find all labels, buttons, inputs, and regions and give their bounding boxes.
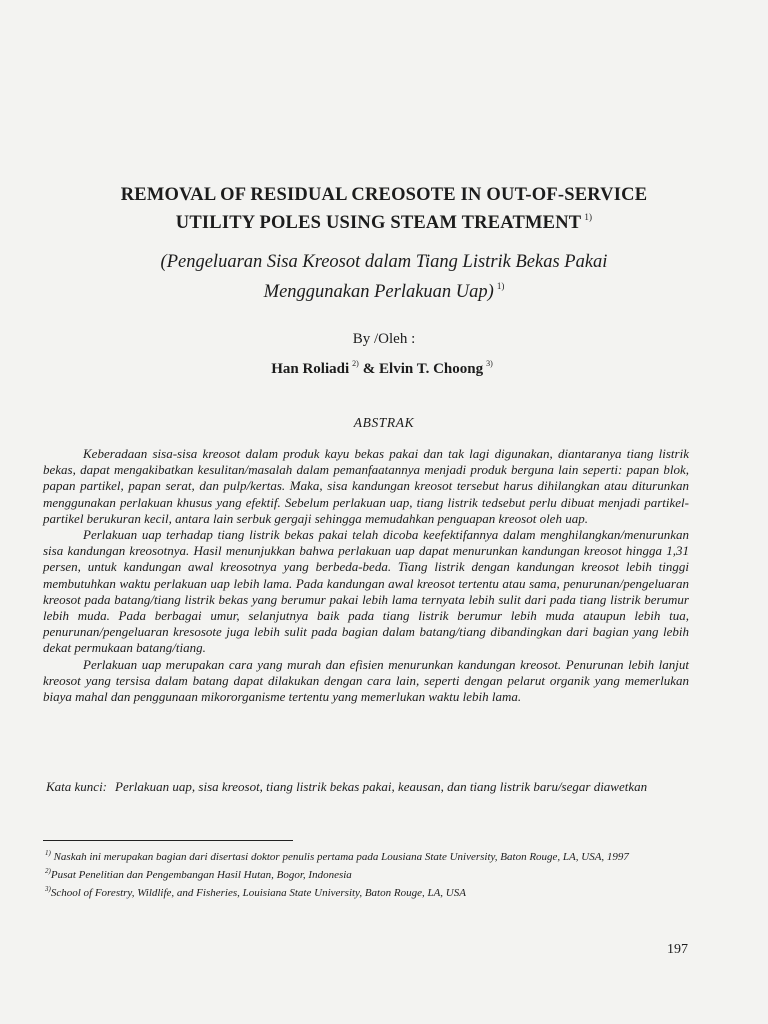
abstract-paragraph: Keberadaan sisa-sisa kreosot dalam produk kayu bekas pakai dan tak lagi digunakan, diantaranya tiang listrik bekas, dapat mengakibatkan kesulitan/masalah dalam pemanfaatannya menjadi produk berguna lain seperti: papan blok, papan partikel, papan serat, dan pulp/kertas. Maka, sisa kandungan kreosot tersebut harus dihilangkan atau diturunkan menggunakan perlakuan khusus yang efektif. Sebelum perlakuan uap, tiang listrik tedsebut perlu dibuat menjadi partikel-partikel berukuran kecil, antara lain serbuk gergaji sehingga memudahkan penguapan kreosot oleh uap. [43,446,689,526]
author-name: Elvin T. Choong [379,361,484,377]
title-line-2-text: UTILITY POLES USING STEAM TREATMENT [175,213,582,233]
subtitle-footnote-marker: 1) [496,281,505,291]
footnote-marker: 3) [45,885,51,893]
abstract-body [43,446,689,705]
author-affiliation-marker: 2) [352,359,359,368]
title-line-2 [40,206,728,234]
paper-title [40,184,728,234]
author-separator: & [362,361,376,377]
keywords-label: Kata kunci: [46,779,108,794]
footnote-text: School of Forestry, Wildlife, and Fisheries, Louisiana State University, Baton Rouge, LA, USA [50,887,466,899]
subtitle-line-2 [40,274,728,304]
page-number: 197 [667,942,688,957]
abstract-paragraph: Perlakuan uap merupakan cara yang murah dan efisien menurunkan kandungan kreosot. Penurunan lebih lanjut kreosot yang tersisa dalam batang dapat dilakukan dengan cara lain, seperti dengan pelarut organik yang memerlukan biaya mahal dan penggunaan mikororganisme tertentu yang memerlukan waktu lebih lama. [43,656,689,705]
author-list [0,359,768,378]
footnote [45,864,695,882]
footnote [45,882,695,900]
footnote-text: Pusat Penelitian dan Pengembangan Hasil Hutan, Bogor, Indonesia [50,869,352,881]
footnote-marker: 2) [45,867,51,875]
footnote-divider [43,840,293,841]
footnote [45,846,695,864]
title-line-1: REMOVAL OF RESIDUAL CREOSOTE IN OUT-OF-SERVICE [120,185,648,205]
author-affiliation-marker: 3) [486,359,493,368]
abstract-heading: ABSTRAK [353,415,415,430]
subtitle-line-2-text: Menggunakan Perlakuan Uap) [263,282,494,302]
title-footnote-marker: 1) [584,212,593,222]
subtitle-line-1: (Pengeluaran Sisa Kreosot dalam Tiang Listrik Bekas Pakai [160,252,608,272]
keywords [46,779,692,795]
abstract-paragraph: Perlakuan uap terhadap tiang listrik bekas pakai telah dicoba keefektifannya dalam menghilangkan/menurunkan sisa kandungan kreosotnya. Hasil menunjukkan bahwa perlakuan uap dapat menurunkan kandungan kreosot hingga 1,31 persen, untuk kandungan awal kreosotnya yang berbeda-beda. Tiang listrik dengan kandungan kreosot lebih tinggi membutuhkan waktu perlakuan uap lebih lama. Pada kandungan awal kreosot tertentu atau sama, penurunan/pengeluaran kreosot pada batang/tiang listrik bekas yang berumur pakai lebih lama ternyata lebih sulit dari pada tiang listrik berumur lebih muda. Pada berbagai umur, selanjutnya baik pada tiang listrik berumur lebih muda ataupun lebih tua, penurunan/pengeluaran kresosote juga lebih sulit pada bagian dalam batang/tiang dibandingkan dari bagian yang lebih dekat permukaan batang/tiang. [43,527,689,656]
footnote-marker: 1) [45,849,51,857]
author-name: Han Roliadi [271,361,350,377]
paper-subtitle [40,250,728,304]
keywords-text: Perlakuan uap, sisa kreosot, tiang listrik bekas pakai, keausan, dan tiang listrik baru/segar diawetkan [115,779,648,794]
footnote-text: Naskah ini merupakan bagian dari disertasi doktor penulis pertama pada Lousiana State University, Baton Rouge, LA, USA, 1997 [53,851,629,863]
footnotes [45,846,695,900]
by-label: By /Oleh : [352,331,416,347]
